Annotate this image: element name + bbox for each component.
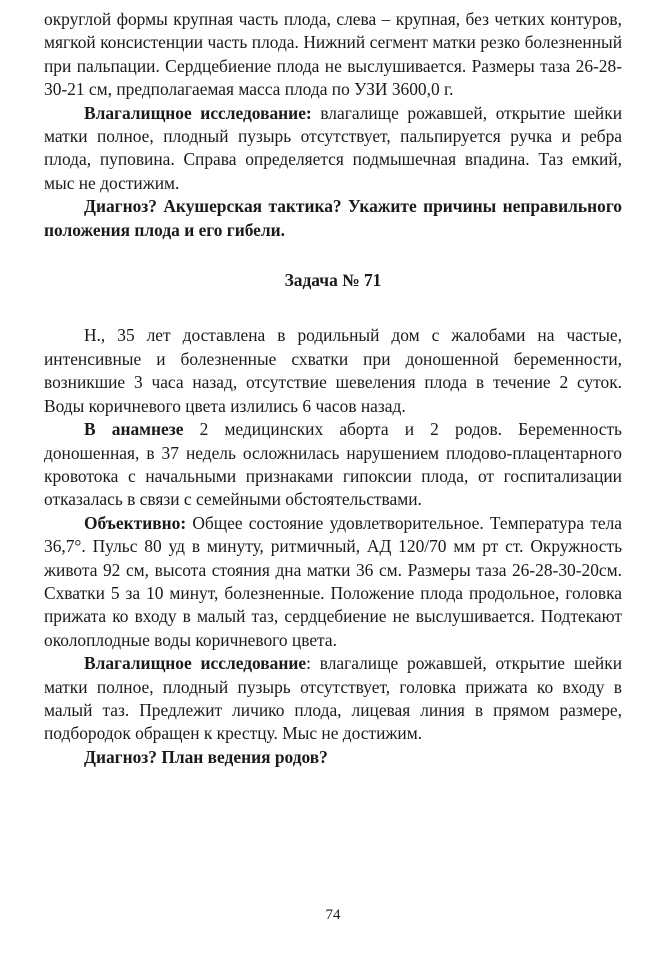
paragraph-objective <box>44 512 622 652</box>
question-task: Диагноз? План ведения родов? <box>84 746 328 767</box>
label-vaginal-exam-prev: Влагалищное исследование: <box>84 102 312 123</box>
label-objective: Объективно: <box>84 512 187 533</box>
paragraph-continuation: округлой формы крупная часть плода, слева – крупная, без четких контуров, мягкой консистенции часть плода. Нижний сегмент матки резко болезненный при пальпации. Сердцебиение плода не выслушивается. Размеры таза 26-28-30-21 см, предполагаемая масса плода по УЗИ 3600,0 г. <box>44 9 622 100</box>
paragraph-vaginal-exam <box>44 652 622 746</box>
text-vaginal-exam-prev: влагалище рожавшей, открытие шейки матки полное, плодный пузырь отсутствует, пальпируется ручка и ребра плода, пуповина. Справа определяется подмышечная впадина. Таз емкий, мыс не достижим. <box>44 102 622 193</box>
text-objective: Общее состояние удовлетворительное. Температура тела 36,7°. Пульс 80 уд в минуту, ритмичный, АД 120/70 мм рт ст. Окружность живота 92 см, высота стояния дна матки 36 см. Размеры таза 26-28-30-20см. Схватки 5 за 10 минут, болезненные. Положение плода продольное, головка прижата ко входу в малый таз, сердцебиение не выслушивается. Подтекают околоплодные воды коричневого цвета. <box>44 512 622 650</box>
paragraph-intro: Н., 35 лет доставлена в родильный дом с жалобами на частые, интенсивные и болезненные схватки при доношенной беременности, возникшие 3 часа назад, отсутствие шевеления плода в течение 2 суток. Воды коричневого цвета излились 6 часов назад. <box>44 325 622 416</box>
text-anamnesis: 2 медицинских аборта и 2 родов. Беременность доношенная, в 37 недель осложнилась нарушением плодово-плацентарного кровотока с начальными признаками гипоксии плода, от госпитализации отказалась в связи с семейными обстоятельствами. <box>44 419 622 510</box>
label-anamnesis: В анамнезе <box>84 419 184 440</box>
label-vaginal-exam: Влагалищное исследование <box>84 653 307 674</box>
paragraph-anamnesis <box>44 418 622 512</box>
paragraph-vaginal-exam-prev <box>44 102 622 196</box>
question-prev-task: Диагноз? Акушерская тактика? Укажите причины неправильного положения плода и его гибели. <box>44 196 622 240</box>
page-number: 74 <box>325 907 341 923</box>
task-title: Задача № 71 <box>284 270 382 291</box>
text-vaginal-exam: : влагалище рожавшей, открытие шейки матки полное, плодный пузырь отсутствует, головка прижата ко входу в малый таз. Предлежит личико плода, лицевая линия в прямом размере, подбородок обращен к крестцу. Мыс не достижим. <box>44 653 622 744</box>
